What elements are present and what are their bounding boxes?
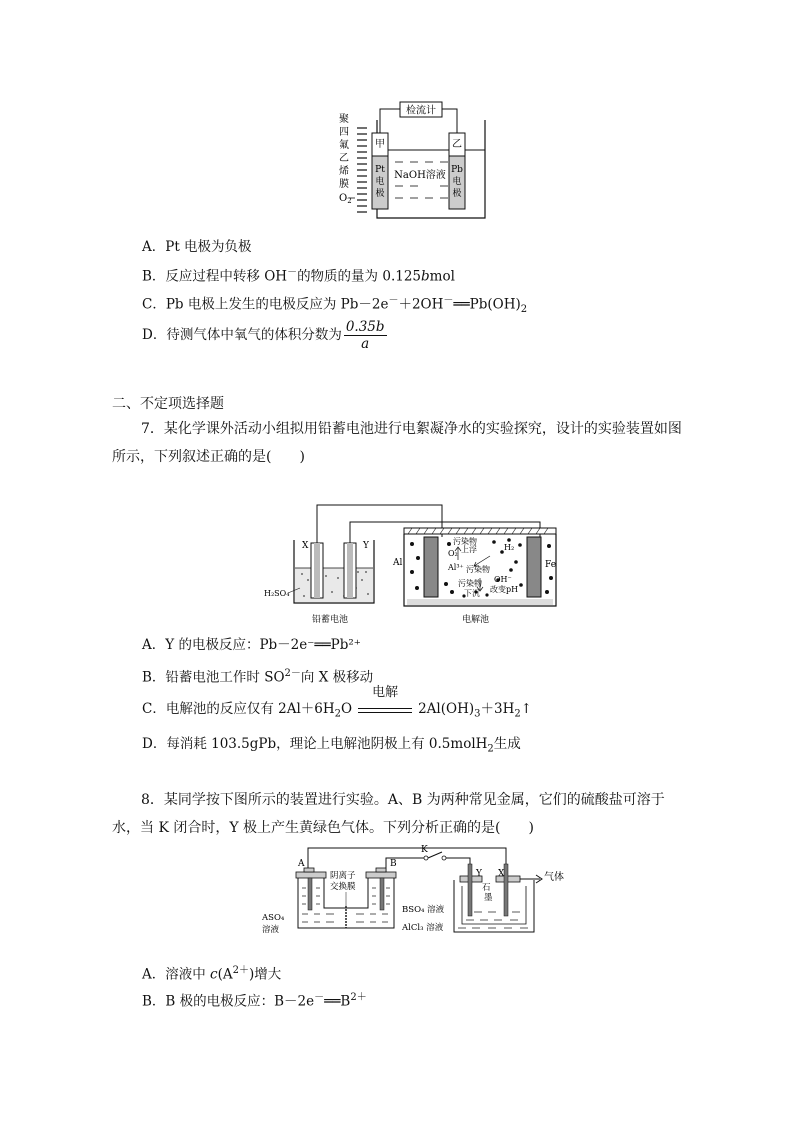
fe-electrode-label: Fe xyxy=(545,560,557,570)
q6-fraction: $\frac{0.35b}{a}$ xyxy=(345,319,385,352)
al-electrode-label: Al xyxy=(393,558,403,568)
graphite-label-2: 墨 xyxy=(484,893,493,903)
electrode-a-label: A xyxy=(298,859,305,869)
al3-label: Al³⁺ xyxy=(448,563,464,572)
membrane-char-1: 聚 xyxy=(339,114,349,125)
change-ph-label: 改变pH xyxy=(490,585,519,594)
pollutant-sink-1: 污染物 xyxy=(458,579,482,588)
pt-label-3: 极 xyxy=(375,189,385,199)
pollutant-float-2: 上浮 xyxy=(461,545,477,554)
q6-option-a: A．Pt 电极为负极 xyxy=(142,239,252,255)
aso4-label-2: 溶液 xyxy=(262,925,280,935)
q7-option-c: C．电解池的反应仅有 $2Al+6H_2O$ 电解 $2Al(OH)_3+3H_2↑$ xyxy=(142,685,533,720)
pb-label-3: 极 xyxy=(452,189,462,199)
yi-label: 乙 xyxy=(452,139,462,150)
q8-stem: 8．某同学按下图所示的装置进行实验。A、B 为两种常见金属，它们的硫酸盐可溶于水，当 K 闭合时，Y 极上产生黄绿色气体。下列分析正确的是( ) xyxy=(112,792,665,836)
o2-label: O₂ xyxy=(448,549,458,558)
membrane-label-2: 交换膜 xyxy=(330,882,356,892)
q8-option-a: A．溶液中 $c(A^{2+})$增大 xyxy=(142,965,282,983)
naoh-label: NaOH溶液 xyxy=(394,170,446,181)
section-heading: 二、不定项选择题 xyxy=(112,396,224,412)
q7-stem: 7．某化学课外活动小组拟用铅蓄电池进行电絮凝净水的实验探究，设计的实验装置如图所示，下列叙述正确的是( ) xyxy=(112,421,682,465)
q8-option-b: B．B 极的电极反应：$B-2e^-══B^{2+}$ xyxy=(142,992,367,1010)
aso4-label-1: ASO₄ xyxy=(262,913,285,923)
q6-option-b: B．反应过程中转移 OH－的物质的量为 0.125bmol xyxy=(142,267,455,285)
q7-option-a: A．Y 的电极反应：Pb－2e⁻══Pb²⁺ xyxy=(142,637,361,653)
fig-oxygen-sensor xyxy=(335,100,495,220)
battery-caption: 铅蓄电池 xyxy=(312,615,349,625)
fig-electrolysis-circuit xyxy=(258,842,568,950)
electrode-y-label: Y xyxy=(476,869,482,879)
pt-label-1: Pt xyxy=(375,165,385,175)
battery-x-label: X xyxy=(302,541,309,551)
q7-option-d: D．每消耗 103.5gPb，理论上电解池阴极上有 0.5molH$_2$生成 xyxy=(142,736,521,755)
pollutant-middle: 污染物 xyxy=(466,565,490,574)
bso4-label: BSO₄ 溶液 xyxy=(402,905,445,915)
membrane-char-4: 乙 xyxy=(339,153,349,164)
pt-label-2: 电 xyxy=(375,177,385,187)
fig-electrocoagulation xyxy=(262,500,572,625)
electrode-x-label: X xyxy=(498,869,505,879)
pb-label-2: 电 xyxy=(452,177,462,187)
membrane-char-2: 四 xyxy=(339,127,349,138)
graphite-label-1: 石 xyxy=(482,883,491,893)
pb-label-1: Pb xyxy=(451,165,463,175)
h2so4-label: H₂SO₄ xyxy=(264,589,290,598)
o2-label: $O_2$ xyxy=(339,193,352,205)
gas-label: 气体 xyxy=(544,872,564,883)
h2-label: H₂ xyxy=(504,543,515,552)
switch-k-label: K xyxy=(421,845,428,855)
galvanometer-label: 检流计 xyxy=(406,105,436,117)
membrane-char-5: 烯 xyxy=(339,166,349,177)
electrode-b-label: B xyxy=(390,859,397,869)
alcl3-label: AlCl₃ 溶液 xyxy=(402,923,444,933)
membrane-label-1: 阴离子 xyxy=(330,871,356,881)
membrane-char-3: 氟 xyxy=(339,140,349,151)
q6-option-d: D．待测气体中氧气的体积分数为 $\frac{0.35b}{a}$ xyxy=(142,319,385,352)
q6-option-c: C．Pb 电极上发生的电极反应为 $Pb-2e^-+2OH^-══Pb(OH)_2$ xyxy=(142,295,528,316)
q7-option-b: B．铅蓄电池工作时 $SO^{2-}$向 X 极移动 xyxy=(142,668,374,686)
pollutant-sink-2: 下沉 xyxy=(464,589,480,598)
battery-y-label: Y xyxy=(363,541,369,551)
membrane-hatching xyxy=(357,128,367,212)
membrane-char-6: 膜 xyxy=(339,179,349,190)
oh-label: OH⁻ xyxy=(494,575,512,584)
jia-label: 甲 xyxy=(375,139,385,150)
pollutant-float-1: 污染物 xyxy=(453,537,477,546)
electrolysis-caption: 电解池 xyxy=(462,615,490,625)
electrolysis-condition: 电解 xyxy=(358,700,412,713)
